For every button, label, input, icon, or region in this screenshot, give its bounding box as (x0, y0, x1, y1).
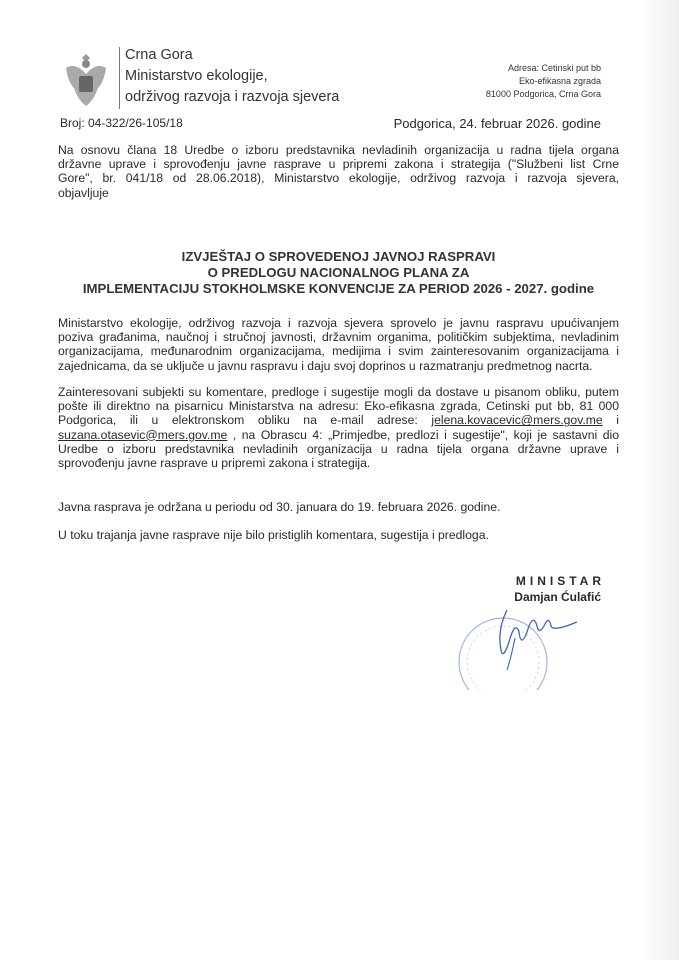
text-line (58, 413, 619, 427)
text-line: državne uprave i sprovođenju javne rasprave u pripremi zakona i strategija ("Službeni list Crne (58, 157, 619, 172)
text-fragment: , na Obrascu 4: „Primjedbe, predlozi i sugestije", koji je sastavni dio (232, 427, 619, 442)
address-line: 81000 Podgorica, Crna Gora (485, 89, 601, 99)
text-fragment: i (616, 413, 619, 428)
text-line: poziva građanima, naučnoj i stručnoj javnosti, državnim organima, političkim subjektima, nevladinim (58, 330, 619, 345)
text-line: zajednicama, da se uključe u javnu raspravu i daju svoj doprinos u razmatranju predmetnog nacrta. (58, 358, 593, 373)
text-line: Gore", br. 041/18 od 28.06.2018), Ministarstvo ekologije, održivog razvoja i razvoja sjevera, (58, 171, 619, 186)
official-stamp-and-signature-icon (455, 600, 585, 690)
text-fragment: Podgorica, ili u elektronskom obliku na e-mail adrese: (58, 413, 418, 428)
text-line: U toku trajanja javne rasprave nije bilo pristiglih komentara, sugestija i predloga. (58, 528, 489, 542)
org-line: održivog razvoja i razvoja sjevera (125, 89, 340, 105)
text-line (58, 428, 619, 442)
title-line: IMPLEMENTACIJU STOKHOLMSKE KONVENCIJE ZA PERIOD 2026 - 2027. godine (82, 281, 595, 296)
text-line: Javna rasprava je održana u periodu od 30. januara do 19. februara 2026. godine. (58, 500, 501, 514)
signatory-name: Damjan Ćulafić (514, 590, 601, 604)
text-line: objavljuje (58, 185, 109, 200)
paragraph-2 (58, 385, 619, 470)
montenegro-coat-of-arms-icon (60, 50, 112, 112)
address-line: Adresa: Cetinski put bb (507, 63, 601, 73)
paragraph-1 (58, 316, 619, 373)
signatory-role: MINISTAR (515, 574, 605, 588)
org-line: Ministarstvo ekologije, (125, 68, 268, 84)
paragraph-3 (58, 500, 619, 514)
text-line: pošte ili direktno na pisarnicu Ministarstva na adresu: Eko-efikasna zgrada, Cetinski put bb, 81 000 (58, 399, 619, 414)
email-link-suzana[interactable]: suzana.otasevic@mers.gov.me (58, 427, 228, 442)
ministry-name (125, 45, 339, 108)
paragraph-4 (58, 528, 619, 542)
title-line: IZVJEŠTAJ O SPROVEDENOJ JAVNOJ RASPRAVI (181, 249, 496, 264)
email-link-jelena[interactable]: jelena.kovacevic@mers.gov.me (431, 413, 603, 428)
org-line: Crna Gora (125, 47, 193, 63)
text-line: sprovođenju javne rasprave u pripremi zakona i strategija. (58, 456, 371, 471)
scan-edge-shadow (639, 0, 679, 960)
header-divider (119, 47, 120, 109)
document-date: Podgorica, 24. februar 2026. godine (393, 116, 601, 131)
text-line: Na osnovu člana 18 Uredbe o izboru predstavnika nevladinih organizacija u radna tijela organa (58, 143, 619, 157)
title-line: O PREDLOGU NACIONALNOG PLANA ZA (207, 265, 470, 280)
reference-number: Broj: 04-322/26-105/18 (60, 116, 183, 130)
intro-paragraph (58, 143, 619, 200)
text-line: Zainteresovani subjekti su komentare, predloge i sugestije mogli da dostave u pisanom obliku, putem (58, 385, 619, 399)
address-line: Eko-efikasna zgrada (518, 76, 601, 86)
address-block (486, 62, 601, 101)
text-line: Uredbe o izboru predstavnika nevladinih organizacija u radna tijela organa državne uprave i (58, 441, 619, 456)
text-line: organizacijama, međunarodnim organizacijama, medijima i svim zainteresovanim organizacijama i (58, 344, 619, 359)
text-line: Ministarstvo ekologije, održivog razvoja i razvoja sjevera sprovelo je javnu raspravu upućivanjem (58, 316, 619, 330)
document-title (58, 249, 619, 297)
